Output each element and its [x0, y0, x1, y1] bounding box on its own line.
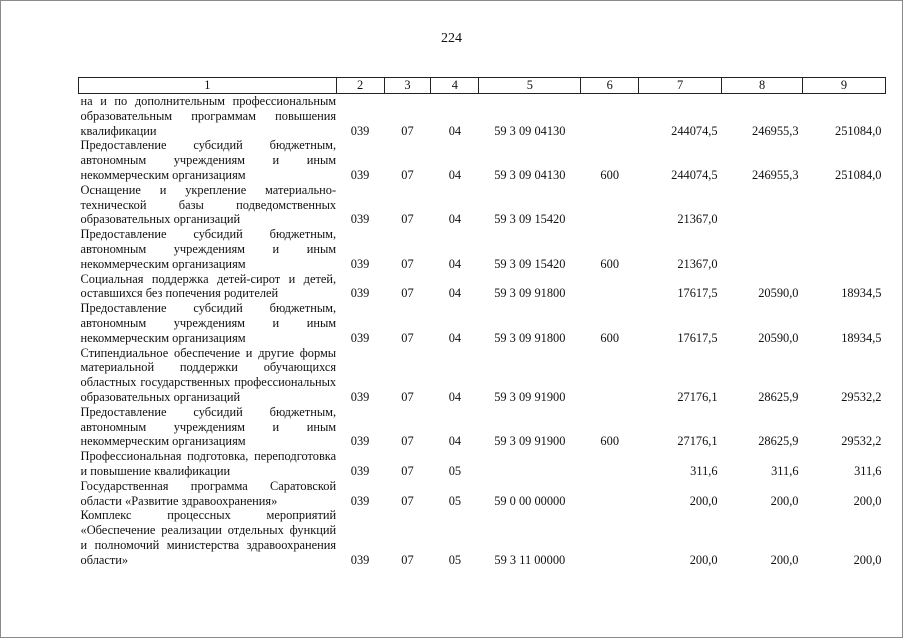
- row-amount-8: 200,0: [770, 552, 799, 567]
- row-expense-type: [581, 479, 639, 509]
- row-ministry-code: 039: [350, 493, 370, 508]
- table-header: [79, 78, 886, 94]
- row-expense-type: [581, 449, 639, 479]
- row-ministry-code: 039: [350, 256, 370, 271]
- table-row: [79, 449, 886, 479]
- row-name: Предоставление субсидий бюджетным, автономным учреждениям и иным некоммерческим организациям: [80, 301, 337, 345]
- table-row: [79, 94, 886, 139]
- row-amount-8: 20590,0: [758, 330, 799, 345]
- row-amount-7: 200,0: [689, 552, 718, 567]
- row-section-code: 07: [401, 389, 414, 404]
- row-expense-type: [581, 272, 639, 302]
- row-subsection-code: 04: [448, 286, 462, 301]
- row-expense-type: [581, 508, 639, 567]
- row-target-code: 59 3 11 00000: [494, 552, 566, 567]
- row-section-code: 07: [401, 256, 414, 271]
- table-row: [79, 138, 886, 182]
- row-ministry-code: 039: [350, 389, 370, 404]
- row-amount-8: [722, 183, 803, 227]
- row-amount-7: 21367,0: [677, 256, 718, 271]
- row-subsection-code: 04: [448, 123, 462, 138]
- row-expense-type: 600: [600, 167, 620, 182]
- row-section-code: 07: [401, 123, 414, 138]
- row-amount-9: 251084,0: [835, 123, 882, 138]
- table-row: [79, 405, 886, 449]
- row-amount-7: 21367,0: [677, 212, 718, 227]
- column-header-9: 9: [803, 78, 886, 94]
- table-row: [79, 183, 886, 227]
- row-ministry-code: 039: [350, 434, 370, 449]
- row-amount-9: 18934,5: [841, 330, 882, 345]
- row-target-code: 59 3 09 04130: [494, 167, 566, 182]
- row-amount-9: 200,0: [853, 493, 882, 508]
- row-subsection-code: 04: [448, 330, 462, 345]
- row-name: Комплекс процессных мероприятий «Обеспечение реализации отдельных функций и полномочий министерства здравоохранения области»: [80, 508, 337, 567]
- row-amount-7: 244074,5: [671, 167, 718, 182]
- row-target-code: 59 0 00 00000: [494, 493, 566, 508]
- row-amount-8: 246955,3: [752, 123, 799, 138]
- column-header-7: 7: [639, 78, 722, 94]
- row-amount-8: [722, 227, 803, 271]
- row-ministry-code: 039: [350, 123, 370, 138]
- row-amount-7: 17617,5: [677, 286, 718, 301]
- column-header-3: 3: [384, 78, 431, 94]
- row-amount-9: 251084,0: [835, 167, 882, 182]
- table-row: [79, 227, 886, 271]
- row-amount-8: 20590,0: [758, 286, 799, 301]
- row-section-code: 07: [401, 434, 414, 449]
- row-target-code: 59 3 09 91800: [494, 286, 566, 301]
- table-row: [79, 479, 886, 509]
- row-amount-9: 29532,2: [841, 389, 882, 404]
- row-expense-type: [581, 183, 639, 227]
- row-target-code: 59 3 09 91900: [494, 389, 566, 404]
- column-header-1: 1: [79, 78, 337, 94]
- row-target-code: 59 3 09 15420: [494, 256, 566, 271]
- row-subsection-code: 05: [448, 463, 462, 478]
- row-target-code: [479, 449, 581, 479]
- row-section-code: 07: [401, 167, 414, 182]
- row-name: на и по дополнительным профессиональным образовательным программам повышения квалификации: [80, 94, 337, 138]
- row-target-code: 59 3 09 91900: [494, 434, 566, 449]
- column-header-5: 5: [479, 78, 581, 94]
- row-section-code: 07: [401, 493, 414, 508]
- row-subsection-code: 04: [448, 212, 462, 227]
- row-expense-type: 600: [600, 330, 620, 345]
- row-name: Предоставление субсидий бюджетным, автономным учреждениям и иным некоммерческим организациям: [80, 227, 337, 271]
- row-amount-7: 311,6: [690, 463, 718, 478]
- column-header-8: 8: [722, 78, 803, 94]
- row-amount-7: 27176,1: [677, 389, 718, 404]
- table-body: [79, 94, 886, 568]
- row-amount-8: 28625,9: [758, 389, 799, 404]
- table-row: [79, 346, 886, 405]
- row-target-code: 59 3 09 04130: [494, 123, 566, 138]
- row-name: Предоставление субсидий бюджетным, автономным учреждениям и иным некоммерческим организациям: [80, 138, 337, 182]
- row-amount-8: 28625,9: [758, 434, 799, 449]
- row-amount-8: 311,6: [771, 463, 799, 478]
- row-ministry-code: 039: [350, 330, 370, 345]
- column-header-6: 6: [581, 78, 639, 94]
- row-section-code: 07: [401, 286, 414, 301]
- row-amount-8: 246955,3: [752, 167, 799, 182]
- row-subsection-code: 04: [448, 167, 462, 182]
- row-expense-type: 600: [600, 256, 620, 271]
- row-target-code: 59 3 09 91800: [494, 330, 566, 345]
- row-amount-7: 244074,5: [671, 123, 718, 138]
- row-amount-7: 27176,1: [677, 434, 718, 449]
- row-target-code: 59 3 09 15420: [494, 212, 566, 227]
- row-name: Социальная поддержка детей-сирот и детей, оставшихся без попечения родителей: [80, 271, 337, 301]
- table-row: [79, 272, 886, 302]
- row-name: Профессиональная подготовка, переподготовка и повышение квалификации: [80, 449, 337, 478]
- row-name: Стипендиальное обеспечение и другие формы материальной поддержки обучающихся областных государственных профессиональных образовательных организаций: [80, 345, 337, 404]
- row-ministry-code: 039: [350, 463, 370, 478]
- page-number: 224: [441, 31, 462, 46]
- row-ministry-code: 039: [350, 286, 370, 301]
- row-ministry-code: 039: [350, 552, 370, 567]
- row-amount-9: 200,0: [853, 552, 882, 567]
- row-ministry-code: 039: [350, 167, 370, 182]
- row-amount-7: 200,0: [689, 493, 718, 508]
- row-section-code: 07: [401, 552, 414, 567]
- row-section-code: 07: [401, 330, 414, 345]
- row-ministry-code: 039: [350, 212, 370, 227]
- column-header-4: 4: [431, 78, 479, 94]
- row-amount-9: 18934,5: [841, 286, 882, 301]
- row-subsection-code: 04: [448, 256, 462, 271]
- row-subsection-code: 04: [448, 434, 462, 449]
- row-section-code: 07: [401, 463, 414, 478]
- row-expense-type: [581, 346, 639, 405]
- row-amount-7: 17617,5: [677, 330, 718, 345]
- table-row: [79, 301, 886, 345]
- row-subsection-code: 04: [448, 389, 462, 404]
- row-name: Государственная программа Саратовской области «Развитие здравоохранения»: [80, 478, 337, 508]
- row-name: Оснащение и укрепление материально-технической базы подведомственных образовательных организаций: [80, 182, 337, 227]
- row-section-code: 07: [401, 212, 414, 227]
- row-amount-9: [803, 183, 886, 227]
- table-row: [79, 508, 886, 567]
- budget-table: [78, 77, 886, 568]
- row-expense-type: 600: [600, 434, 620, 449]
- row-amount-8: 200,0: [770, 493, 799, 508]
- row-amount-9: [803, 227, 886, 271]
- row-name: Предоставление субсидий бюджетным, автономным учреждениям и иным некоммерческим организациям: [80, 404, 337, 449]
- row-amount-9: 29532,2: [841, 434, 882, 449]
- row-subsection-code: 05: [448, 552, 462, 567]
- row-amount-9: 311,6: [854, 463, 882, 478]
- row-expense-type: [581, 94, 639, 139]
- column-header-2: 2: [336, 78, 384, 94]
- row-subsection-code: 05: [448, 493, 462, 508]
